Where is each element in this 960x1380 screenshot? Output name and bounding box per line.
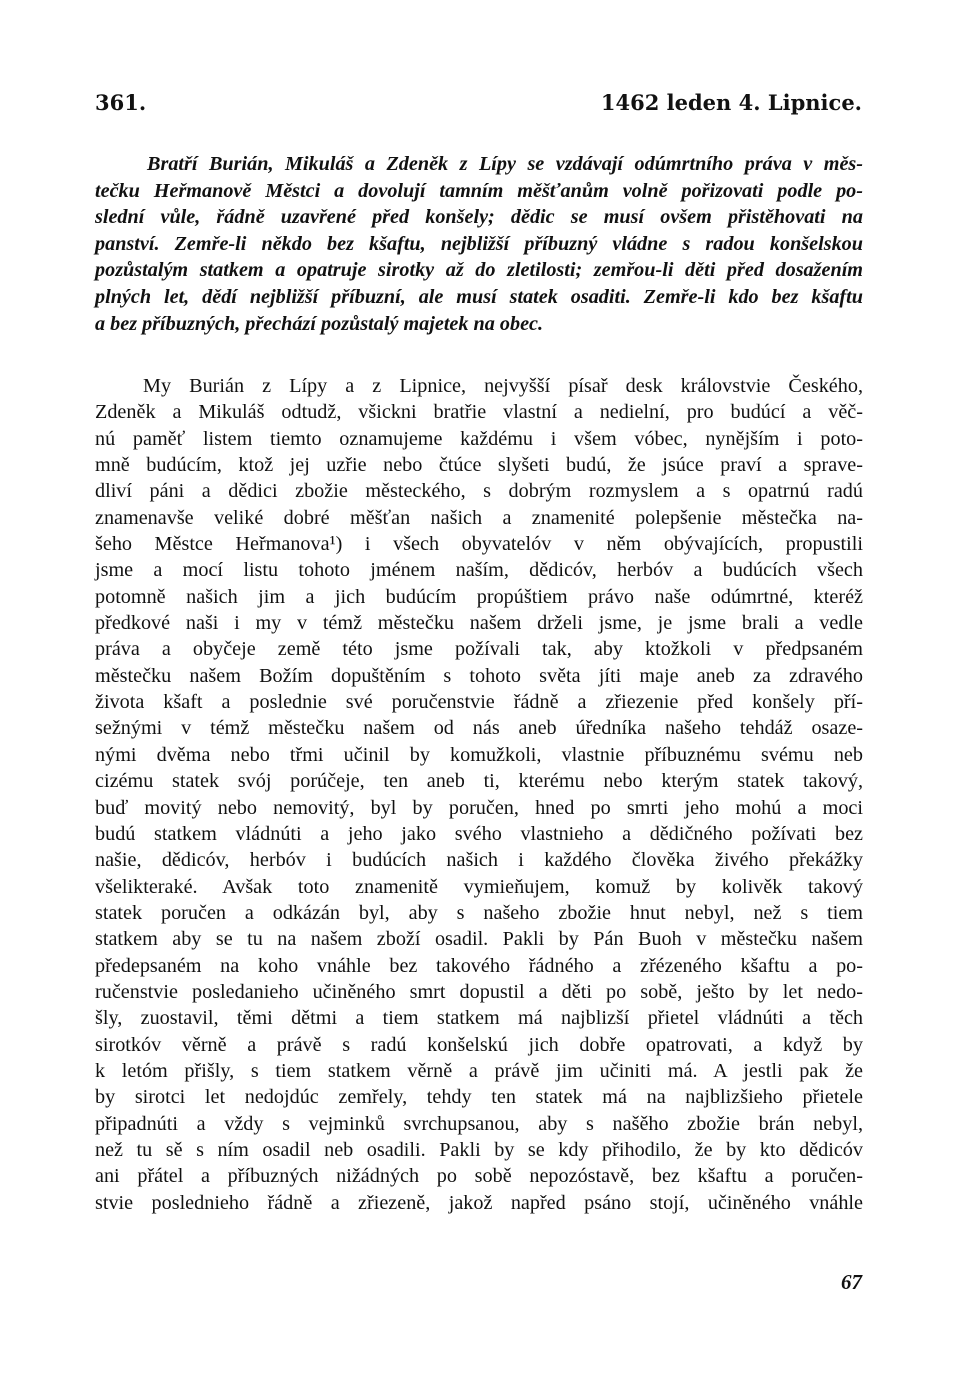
body-line: cizému statek svój porúčeje, ten aneb ti, kterému nebo kterým statek takový, (95, 770, 863, 793)
page-number: 67 (841, 1270, 862, 1294)
charter-text (95, 373, 863, 1216)
body-line: šly, zuostavil, těmi dětmi a tiem statkem má najblizší přietel vládnúti a těch (95, 1007, 863, 1030)
body-line: stvie posledniehо řádně a zřiezeně, jakož napřed psáno stojí, učiněného vnáhle (95, 1191, 863, 1214)
body-line: by sirotci let nedojdúc zemřely, tehdy ten statek má na najblizšieho přietele (95, 1086, 863, 1109)
body-line: znamenavše veliké dobré měšťan našich a znamenité polepšenie městečka na- (95, 506, 863, 529)
body-line: než tu sě s ním osadil neb osadili. Pakli by se kdy přihodilo, že by kto dědicóv (95, 1138, 863, 1161)
body-line: všelikteraké. Avšak toto znamenitě vymieňujem, komuž by kolivěk takový (95, 875, 863, 898)
body-line: buď movitý nebo nemovitý, byl by poručen, hned po smrti jeho mohú a moci (95, 796, 863, 819)
body-line: práva a obyčeje země této jsme požívali tak, aby ktožkoli v předpsaném (95, 638, 863, 661)
body-line: předepsaném na koho vnáhle bez takového řádného a zřézeného kšaftu a po- (95, 954, 863, 977)
regest-line: a bez příbuzných, přechází pozůstalý majetek na obec. (95, 312, 544, 335)
page-header (95, 88, 862, 118)
body-line: nými dvěma nebo třmi učinil by komužkoli, vlastnie příbuznému svému neb (95, 743, 863, 766)
body-line: ani přátel a příbuzných nižádných po sobě nepozóstavě, bez kšaftu a poručen- (95, 1165, 863, 1188)
body-line: potomně našich jim a jich budúcím propúštiem právo naše odúmrtné, kteréž (95, 585, 863, 608)
regest-line: slední vůle, řádně uzavřené před konšely; dědic se musí ovšem přistěhovati na (95, 206, 863, 229)
regest-line: panství. Zemře-li někdo bez kšaftu, nejbližší příbuzný vládne s radou konšelskou (95, 232, 863, 255)
regest-line: pozůstalým statkem a opatruje sirotky až do zletilosti; zemřou-li děti před dosažením (95, 259, 863, 282)
body-line: k letóm přišly, s tiem statkem věrně a právě jim učiniti má. A jestli pak že (95, 1059, 863, 1082)
body-line: Zdeněk a Mikuláš odtudž, všickni bratřie vlastní a nedielní, pro budúcí a věč- (95, 401, 863, 424)
body-line: šeho Městce Heřmanova¹) i všech obyvatelóv v něm obývajících, propustili (95, 533, 863, 556)
body-line: budú statkem vládnúti a jeho jako svého vlastnieho a dědičného požívati bez (95, 822, 863, 845)
body-line: nú paměť listem tiemto oznamujeme každému i všem vóbec, nynějším i poto- (95, 427, 863, 450)
body-line: ručenstvie posledanieho učiněného smrt dopustil a děti po sobě, ješto by let nedo- (95, 980, 863, 1003)
date-place-heading: 1462 leden 4. Lipnice. (600, 90, 862, 115)
regest-line: plných let, dědí nejbližší příbuzní, ale musí statek osaditi. Zemře-li kdo bez kšaftu (95, 285, 863, 308)
body-line: našie, dědicóv, herbóv i budúcích našich i každého člověka živého překážky (95, 849, 863, 872)
body-line: mně budúcím, ktož jej uzřie nebo čtúce slyšeti budú, že jsúce praví a sprave- (95, 454, 863, 477)
regest-line: tečku Heřmanově Městci a dovolují tamním měšťanům volně pořizovati podle po- (95, 179, 863, 202)
body-line: My Burián z Lípy a z Lipnice, nejvyšší písař desk královstvie Českého, (143, 375, 863, 397)
body-line: městečku našem Božím dopuštěním s tohoto světa jíti maje aneb za zdravého (95, 664, 863, 687)
regest-summary (95, 151, 863, 337)
body-line: sežnými v témž městečku našem od nás aneb úředníka našeho tehdáž osaze- (95, 717, 863, 740)
regest-line: Bratří Burián, Mikuláš a Zdeněk z Lípy se vzdávají odúmrtního práva v měs- (147, 153, 863, 175)
body-line: života kšaft a poslednie své poručenstvie řádně a zřiezenie před konšely pří- (95, 691, 863, 714)
body-line: předkové naši i my v témž městečku našem drželi jsme, je jsme brali a vedle (95, 612, 863, 635)
body-line: jsme a mocí listu tohoto jménem naším, dědicóv, herbóv a budúcích všech (95, 559, 863, 582)
body-line: statkem aby se tu na našem zboží osadil. Pakli by Pán Buoh v městečku našem (95, 928, 863, 951)
body-line: dliví páni a dědici zbožie městeckého, s dobrým rozmyslem a s opatrnú radú (95, 480, 863, 503)
body-line: sirotkóv věrně a právě s radú konšelskú jich dobře opatrovati, a když by (95, 1033, 863, 1056)
body-line: připadnúti a vždy s vejminků svrchupsanou, aby s našěho zbožie brán nebyl, (95, 1112, 863, 1135)
body-line: statek poručen a odkázán byl, aby s našeho zbožie hnut nebyl, než s tiem (95, 901, 863, 924)
document-number: 361. (95, 90, 147, 115)
